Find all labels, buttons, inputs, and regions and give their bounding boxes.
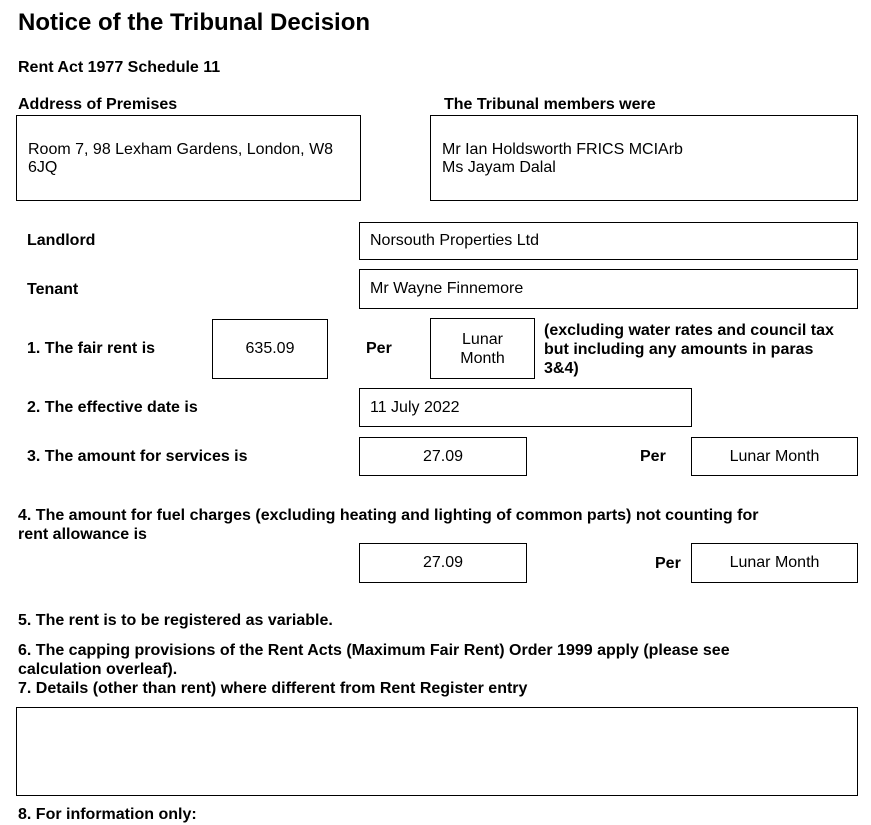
fuel-label-line: rent allowance is: [18, 526, 147, 543]
address-box: [16, 115, 361, 201]
effective-date-field: 11 July 2022: [359, 388, 692, 427]
fair-rent-note: [544, 321, 834, 378]
member-name: Ms Jayam Dalal: [442, 159, 556, 176]
landlord-label: Landlord: [27, 232, 96, 249]
fair-rent-note-line: but including any amounts in paras: [544, 341, 814, 358]
fair-rent-value: 635.09: [212, 319, 328, 379]
services-label: 3. The amount for services is: [27, 448, 248, 465]
services-per-label: Per: [640, 448, 666, 465]
address-line-2: 6JQ: [28, 159, 58, 176]
effective-date-label: 2. The effective date is: [27, 399, 198, 416]
fair-rent-per-label: Per: [366, 340, 392, 357]
member-name: Mr Ian Holdsworth FRICS MCIArb: [442, 141, 683, 158]
landlord-field: Norsouth Properties Ltd: [359, 222, 858, 260]
members-box: [430, 115, 858, 201]
item-5: 5. The rent is to be registered as variable.: [18, 612, 333, 629]
address-line-1: Room 7, 98 Lexham Gardens, London, W8: [28, 141, 334, 158]
fair-rent-note-line: 3&4): [544, 360, 579, 377]
page-title: Notice of the Tribunal Decision: [18, 9, 371, 36]
item-6-line: calculation overleaf).: [18, 661, 178, 678]
item-8: 8. For information only:: [18, 806, 197, 823]
fuel-value: 27.09: [359, 543, 527, 583]
fair-rent-period: [430, 318, 535, 379]
services-period: Lunar Month: [691, 437, 858, 476]
address-label: Address of Premises: [18, 96, 178, 113]
fair-rent-period-line: Month: [460, 349, 505, 367]
tenant-field: Mr Wayne Finnemore: [359, 269, 858, 309]
details-box: [16, 707, 858, 796]
item-7: 7. Details (other than rent) where different from Rent Register entry: [18, 680, 528, 697]
fuel-period: Lunar Month: [691, 543, 858, 583]
tenant-label: Tenant: [27, 281, 79, 298]
members-label: The Tribunal members were: [444, 96, 656, 113]
item-6-line: 6. The capping provisions of the Rent Acts (Maximum Fair Rent) Order 1999 apply (please see: [18, 642, 730, 659]
item-6: [18, 641, 730, 679]
fuel-label-line: 4. The amount for fuel charges (excluding heating and lighting of common parts) not counting for: [18, 507, 759, 524]
fuel-label: [18, 506, 758, 544]
fuel-per-label: Per: [655, 555, 681, 572]
fair-rent-period-line: Lunar: [462, 330, 503, 348]
act-reference: Rent Act 1977 Schedule 11: [18, 59, 221, 76]
services-value: 27.09: [359, 437, 527, 476]
fair-rent-label: 1. The fair rent is: [27, 340, 156, 357]
fair-rent-note-line: (excluding water rates and council tax: [544, 322, 834, 339]
